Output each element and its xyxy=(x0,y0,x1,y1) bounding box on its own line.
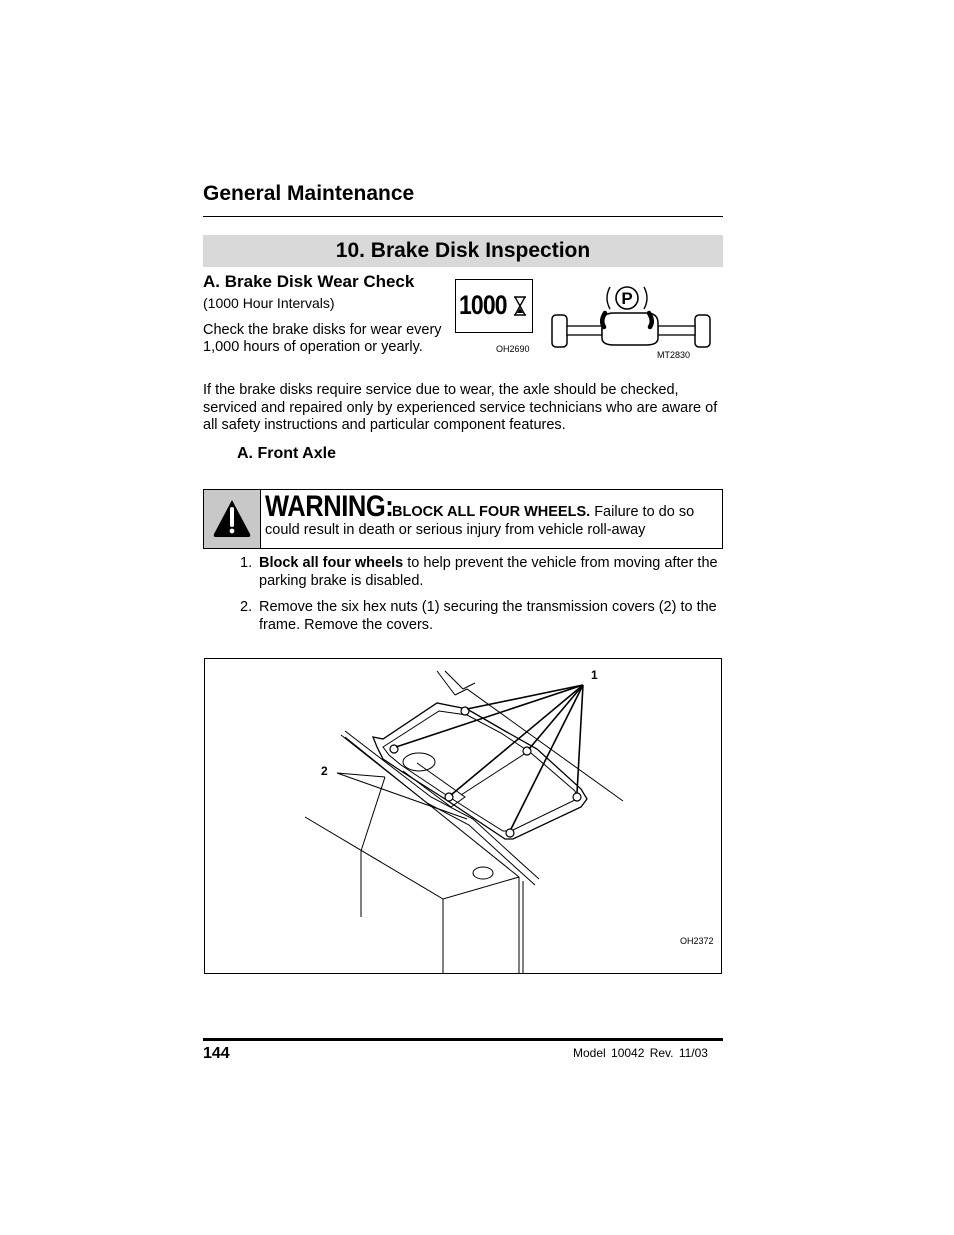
model-revision: Model 10042 Rev. 11/03 xyxy=(573,1046,708,1060)
wear-check-heading: A. Brake Disk Wear Check xyxy=(203,272,415,291)
parking-brake-axle-icon xyxy=(550,283,712,351)
callout-2: 2 xyxy=(321,764,328,778)
warning-icon-cell xyxy=(204,490,261,548)
axle-icon-code: MT2830 xyxy=(657,350,691,360)
section-title: 10. Brake Disk Inspection xyxy=(335,239,591,262)
warning-text-second: could result in death or serious injury from vehicle roll-away xyxy=(265,522,646,538)
chapter-divider xyxy=(203,216,723,217)
warning-word: WARNING: xyxy=(265,490,394,523)
transmission-cover-figure xyxy=(204,658,722,974)
figure-code: OH2372 xyxy=(680,936,714,946)
callout-1: 1 xyxy=(591,668,598,682)
step-number: 1. xyxy=(240,555,253,571)
parking-letter: P xyxy=(621,289,633,308)
warning-text-first: Failure to do so xyxy=(590,504,695,520)
step-bold: Block all four wheels xyxy=(259,555,404,571)
service-hours-icon xyxy=(455,279,533,333)
service-paragraph: If the brake disks require service due to wear, the axle should be checked, serviced and repaired only by experienced service technicians who are aware of all safety instructions and particular component features. xyxy=(203,382,718,433)
warning-box xyxy=(203,489,723,549)
hours-icon-code: OH2690 xyxy=(496,344,530,354)
step-text xyxy=(259,599,723,634)
section-header xyxy=(203,235,723,267)
step-number: 2. xyxy=(240,599,253,615)
interval-note: (1000 Hour Intervals) xyxy=(203,295,335,311)
page-number: 144 xyxy=(203,1045,230,1062)
step-body: Remove the six hex nuts (1) securing the transmission covers (2) to the frame. Remove the covers. xyxy=(259,599,717,633)
warning-lead: BLOCK ALL FOUR WHEELS. xyxy=(392,504,591,520)
hourglass-icon xyxy=(513,296,527,316)
wear-check-text: Check the brake disks for wear every 1,000 hours of operation or yearly. xyxy=(203,322,442,355)
service-hours-value: 1000 xyxy=(459,290,507,320)
warning-triangle-icon xyxy=(204,490,260,548)
step-text xyxy=(259,555,723,590)
front-axle-heading: A. Front Axle xyxy=(237,445,336,462)
step-body: to help prevent the vehicle from moving after the parking brake is disabled. xyxy=(259,555,718,589)
warning-lead-line xyxy=(392,504,694,520)
transmission-cover-drawing xyxy=(205,659,721,973)
chapter-title: General Maintenance xyxy=(203,182,415,205)
footer-divider xyxy=(203,1038,723,1041)
